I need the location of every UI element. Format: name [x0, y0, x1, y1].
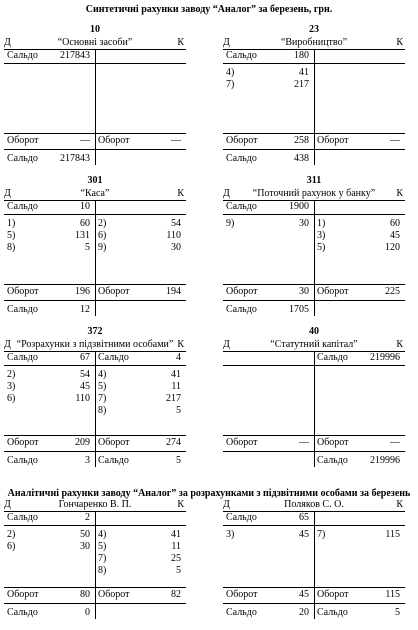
entry-amount: 45 [80, 381, 90, 392]
entry-amount: 45 [390, 230, 400, 241]
turnover-top-line [223, 587, 405, 588]
account-header [4, 339, 186, 351]
account-divider [95, 351, 96, 467]
account-header [223, 37, 405, 49]
opening-balance-label: Сальдо [7, 201, 38, 212]
entry-amount: 30 [299, 218, 309, 229]
credit-label: К [177, 499, 184, 510]
credit-label: К [396, 37, 403, 48]
opening-line [4, 63, 186, 64]
account-divider [95, 200, 96, 316]
entry-amount: 45 [299, 529, 309, 540]
opening-balance-label: Сальдо [7, 512, 38, 523]
opening-balance-label: Сальдо [317, 352, 348, 363]
credit-label: К [396, 188, 403, 199]
entry-amount: 30 [80, 541, 90, 552]
account-number: 10 [90, 24, 100, 35]
turnover-value: 115 [385, 589, 400, 600]
entry-ref: 5) [7, 230, 16, 241]
entry-amount: 5 [85, 242, 90, 253]
credit-label: К [177, 339, 184, 350]
closing-balance-label: Сальдо [226, 304, 257, 315]
account-name: Поляков С. О. [284, 499, 344, 510]
entry-ref: 3) [317, 230, 326, 241]
account-divider [314, 351, 315, 467]
entry-ref: 2) [98, 218, 107, 229]
debit-label: Д [4, 499, 11, 510]
entry-amount: 25 [171, 553, 181, 564]
entry-amount: 30 [171, 242, 181, 253]
turnover-value: 258 [294, 135, 309, 146]
opening-balance-value: 4 [176, 352, 181, 363]
entry-amount: 41 [299, 67, 309, 78]
turnover-top-line [4, 587, 186, 588]
turnover-label: Оборот [226, 135, 258, 146]
account-header [223, 339, 405, 351]
credit-label: К [177, 188, 184, 199]
entry-ref: 4) [98, 369, 107, 380]
debit-label: Д [223, 37, 230, 48]
turnover-value: 274 [166, 437, 181, 448]
debit-label: Д [4, 37, 11, 48]
opening-line [4, 365, 186, 366]
turnover-value: 45 [299, 589, 309, 600]
turnover-label: Оборот [226, 286, 258, 297]
entry-ref: 8) [7, 242, 16, 253]
account-number: 23 [309, 24, 319, 35]
entry-amount: 60 [80, 218, 90, 229]
turnover-value: — [299, 437, 309, 448]
debit-label: Д [223, 499, 230, 510]
turnover-label: Оборот [317, 286, 349, 297]
closing-balance-value: 3 [85, 455, 90, 466]
closing-balance-label: Сальдо [317, 455, 348, 466]
opening-balance-label: Сальдо [7, 50, 38, 61]
entry-ref: 4) [98, 529, 107, 540]
opening-balance-value: 217843 [60, 50, 90, 61]
entry-ref: 2) [7, 529, 16, 540]
opening-balance-label: Сальдо [98, 352, 129, 363]
account-divider [314, 49, 315, 165]
turnover-value: — [390, 437, 400, 448]
credit-label: К [396, 499, 403, 510]
opening-balance-value: 219996 [370, 352, 400, 363]
turnover-top-line [223, 133, 405, 134]
debit-label: Д [223, 188, 230, 199]
account-header [4, 188, 186, 200]
closing-balance-value: 438 [294, 153, 309, 164]
entry-ref: 9) [226, 218, 235, 229]
entry-amount: 41 [171, 529, 181, 540]
turnover-label: Оборот [7, 286, 39, 297]
turnover-bottom-line [4, 451, 186, 452]
turnover-label: Оборот [317, 589, 349, 600]
entry-ref: 7) [98, 393, 107, 404]
entry-ref: 5) [98, 541, 107, 552]
closing-balance-label: Сальдо [226, 153, 257, 164]
debit-label: Д [223, 339, 230, 350]
opening-line [4, 214, 186, 215]
account-number: 40 [309, 326, 319, 337]
turnover-bottom-line [223, 300, 405, 301]
turnover-label: Оборот [98, 286, 130, 297]
account-header [4, 499, 186, 511]
account-number: 372 [87, 326, 103, 337]
turnover-top-line [4, 284, 186, 285]
credit-label: К [396, 339, 403, 350]
turnover-top-line [223, 435, 405, 436]
closing-balance-value: 0 [85, 607, 90, 618]
turnover-value: — [390, 135, 400, 146]
turnover-value: 82 [171, 589, 181, 600]
account-name: “Поточний рахунок у банку” [252, 188, 376, 199]
account-number: 301 [87, 175, 103, 186]
turnover-top-line [4, 133, 186, 134]
account-name: “Виробництво” [280, 37, 348, 48]
account-name: “Розрахунки з підзвітними особами” [16, 339, 174, 350]
opening-balance-value: 180 [294, 50, 309, 61]
account-name: “Основні засоби” [57, 37, 133, 48]
turnover-value: 209 [75, 437, 90, 448]
turnover-top-line [4, 435, 186, 436]
turnover-value: — [171, 135, 181, 146]
opening-balance-label: Сальдо [226, 512, 257, 523]
entry-amount: 217 [294, 79, 309, 90]
account-divider [95, 49, 96, 165]
turnover-label: Оборот [7, 589, 39, 600]
turnover-label: Оборот [98, 135, 130, 146]
entry-amount: 217 [166, 393, 181, 404]
closing-balance-value: 219996 [370, 455, 400, 466]
closing-balance-label: Сальдо [7, 304, 38, 315]
debit-label: Д [4, 188, 11, 199]
closing-balance-value: 5 [176, 455, 181, 466]
entry-amount: 5 [176, 405, 181, 416]
opening-balance-value: 65 [299, 512, 309, 523]
turnover-bottom-line [223, 451, 405, 452]
entry-amount: 110 [166, 230, 181, 241]
opening-balance-value: 67 [80, 352, 90, 363]
turnover-value: 80 [80, 589, 90, 600]
turnover-label: Оборот [98, 589, 130, 600]
turnover-label: Оборот [317, 135, 349, 146]
account-header [4, 37, 186, 49]
opening-line [4, 525, 186, 526]
turnover-label: Оборот [226, 437, 258, 448]
turnover-bottom-line [4, 149, 186, 150]
account-header [223, 188, 405, 200]
opening-line [223, 214, 405, 215]
entry-amount: 41 [171, 369, 181, 380]
turnover-value: 30 [299, 286, 309, 297]
opening-line [223, 365, 405, 366]
closing-balance-label: Сальдо [7, 455, 38, 466]
turnover-bottom-line [223, 149, 405, 150]
entry-ref: 8) [98, 405, 107, 416]
turnover-value: 194 [166, 286, 181, 297]
entry-amount: 54 [80, 369, 90, 380]
closing-balance-value: 1705 [289, 304, 309, 315]
turnover-bottom-line [4, 300, 186, 301]
entry-amount: 120 [385, 242, 400, 253]
entry-ref: 3) [7, 381, 16, 392]
closing-balance-label: Сальдо [226, 607, 257, 618]
credit-label: К [177, 37, 184, 48]
turnover-bottom-line [4, 603, 186, 604]
closing-balance-label: Сальдо [98, 455, 129, 466]
entry-ref: 9) [98, 242, 107, 253]
closing-balance-label: Сальдо [7, 153, 38, 164]
opening-balance-value: 1900 [289, 201, 309, 212]
opening-balance-value: 2 [85, 512, 90, 523]
turnover-label: Оборот [317, 437, 349, 448]
analytical-accounts-title: Аналітичні рахунки заводу “Аналог” за розрахунками з підзвітними особами за березень [7, 488, 411, 499]
entry-amount: 11 [171, 541, 181, 552]
entry-amount: 60 [390, 218, 400, 229]
account-header [223, 499, 405, 511]
entry-amount: 131 [75, 230, 90, 241]
debit-label: Д [4, 339, 11, 350]
closing-balance-value: 5 [395, 607, 400, 618]
entry-ref: 6) [7, 393, 16, 404]
account-name: “Статутний капітал” [270, 339, 358, 350]
entry-ref: 1) [317, 218, 326, 229]
turnover-label: Оборот [226, 589, 258, 600]
turnover-value: 196 [75, 286, 90, 297]
entry-ref: 8) [98, 565, 107, 576]
entry-ref: 2) [7, 369, 16, 380]
account-name: Гончаренко В. П. [58, 499, 132, 510]
entry-amount: 50 [80, 529, 90, 540]
closing-balance-value: 217843 [60, 153, 90, 164]
entry-amount: 115 [385, 529, 400, 540]
account-number: 311 [306, 175, 322, 186]
entry-ref: 6) [98, 230, 107, 241]
opening-balance-value: 10 [80, 201, 90, 212]
opening-balance-label: Сальдо [226, 201, 257, 212]
entry-amount: 110 [75, 393, 90, 404]
closing-balance-value: 20 [299, 607, 309, 618]
entry-ref: 3) [226, 529, 235, 540]
entry-amount: 54 [171, 218, 181, 229]
synthetic-accounts-title: Синтетичні рахунки заводу “Аналог” за березень, грн. [85, 4, 333, 15]
turnover-top-line [223, 284, 405, 285]
account-name: “Каса” [80, 188, 110, 199]
opening-line [223, 63, 405, 64]
entry-ref: 7) [317, 529, 326, 540]
account-divider [314, 200, 315, 316]
entry-amount: 11 [171, 381, 181, 392]
entry-ref: 7) [226, 79, 235, 90]
entry-ref: 5) [317, 242, 326, 253]
closing-balance-label: Сальдо [317, 607, 348, 618]
opening-balance-label: Сальдо [7, 352, 38, 363]
turnover-label: Оборот [98, 437, 130, 448]
entry-ref: 7) [98, 553, 107, 564]
opening-balance-label: Сальдо [226, 50, 257, 61]
entry-ref: 5) [98, 381, 107, 392]
turnover-label: Оборот [7, 437, 39, 448]
turnover-bottom-line [223, 603, 405, 604]
closing-balance-value: 12 [80, 304, 90, 315]
entry-ref: 4) [226, 67, 235, 78]
turnover-value: 225 [385, 286, 400, 297]
opening-line [223, 525, 405, 526]
turnover-value: — [80, 135, 90, 146]
entry-ref: 6) [7, 541, 16, 552]
closing-balance-label: Сальдо [7, 607, 38, 618]
turnover-label: Оборот [7, 135, 39, 146]
entry-ref: 1) [7, 218, 16, 229]
entry-amount: 5 [176, 565, 181, 576]
